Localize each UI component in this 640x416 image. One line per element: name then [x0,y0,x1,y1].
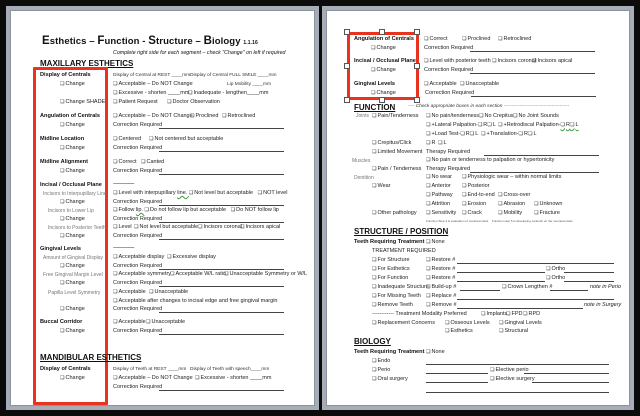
correction-field[interactable] [159,269,284,270]
section-label: Teeth Requiring Treatment [354,349,425,355]
checkbox[interactable]: ❏ End-to-end [462,192,495,198]
elective-perio-field[interactable] [524,373,609,374]
checkbox[interactable]: ❏ Unacceptable [149,289,188,295]
checkbox-row[interactable] [481,131,537,137]
checkbox-r[interactable]: ❏ R [561,122,570,128]
checkbox[interactable]: ❏ Gingival Levels [499,320,542,326]
remove-field[interactable] [457,308,583,309]
checkbox[interactable]: ❏ Acceptable after changes to incisal edge and free gingival margin [113,298,277,304]
checkbox[interactable]: ❏ Unacceptable [460,81,499,87]
resize-handle[interactable] [344,29,350,35]
spellcheck-word: lip. [135,207,145,213]
checkbox[interactable]: ❏ Level with posterior teeth [424,58,491,64]
spellcheck-word: line. [177,190,189,196]
correction-label: Correction Required [113,280,163,286]
checkbox[interactable]: ❏ Do not follow lip but acceptable [144,207,226,213]
correction-label: Correction Required [425,90,475,96]
checkbox-row[interactable] [426,122,496,128]
restore-field[interactable] [457,263,614,264]
correction-label: Correction Required [113,199,163,205]
field-text: Display of Central at REST ____mm [113,73,191,78]
checkbox-l[interactable]: ❏ L [528,131,537,137]
checkbox-r[interactable]: ❏ R [478,122,487,128]
checkbox[interactable]: ❏ Replace # [426,293,456,299]
change-shade-checkbox[interactable]: ❏ Change SHADE [60,99,105,105]
correction-label: Correction Required [113,263,163,269]
correction-field[interactable] [159,151,284,152]
checkbox[interactable]: ❏ Esthetics [445,328,473,334]
checkbox-l[interactable]: ❏ L [570,122,579,128]
correction-label: Correction Required [113,233,163,239]
correction-field[interactable] [159,222,284,223]
checkbox[interactable]: ❏ Excessive - shorten ____mm [113,90,189,96]
correction-field[interactable] [159,286,284,287]
function-heading: FUNCTION [354,103,396,112]
change-checkbox[interactable]: ❏ Change [60,145,85,151]
checkbox[interactable]: ❏ Replacement Concerns [372,320,435,326]
checkbox[interactable]: ❏ NOT level [258,190,288,196]
correction-field[interactable] [159,390,284,391]
checkbox[interactable]: ❏ Elective perio [490,367,529,373]
checkbox[interactable]: ❏ Excessive display [167,254,216,260]
buildup-field[interactable] [460,290,500,291]
footnote: Function Step 4 is evaluation of mounted casts [426,219,489,223]
checkbox[interactable]: ❏ Centered [113,136,141,142]
resize-handle[interactable] [414,97,420,103]
change-checkbox[interactable]: ❏ Change [60,199,85,205]
restore-field[interactable] [457,272,545,273]
checkbox[interactable]: ❏ For Esthetics [372,266,410,272]
change-checkbox[interactable]: ❏ Change [60,122,85,128]
checkbox[interactable]: ❏ Crepitus/Click [372,140,411,146]
change-checkbox[interactable]: ❏ Change [60,168,85,174]
document-title: Esthetics – Function - Structure – Biology 1.1.16 [42,35,258,47]
change-checkbox[interactable]: ❏ Change [371,45,396,51]
correction-label: Correction Required [424,67,474,73]
checkbox[interactable]: ❏ Not centered but acceptable [149,136,223,142]
checkbox[interactable]: ❏ Acceptable – Do NOT Change [113,81,193,87]
correction-label: Correction Required [113,216,163,222]
checkbox[interactable]: ❏ Doctor Observation [167,99,220,105]
change-checkbox[interactable]: ❏ Change [60,81,85,87]
sub-label: Incisors to Interpupillary Line [43,191,107,197]
checkbox[interactable]: ❏ For Function [372,275,408,281]
correction-field[interactable] [471,96,596,97]
correction-field[interactable] [159,239,284,240]
checkbox-row[interactable] [113,207,279,213]
notes-field[interactable] [426,392,609,393]
checkbox[interactable]: ❏ Incisors coronal [198,224,242,230]
sub-label: Joints [356,113,370,119]
treatment-required-label: TREATMENT REQUIRED [372,248,436,254]
checkbox[interactable]: ❏ Acceptable [424,81,457,87]
checkbox[interactable]: ❏ Restore # [426,257,455,263]
section-label: Gingival Levels [40,246,82,252]
note-text: note in Surgery [584,302,622,308]
checkbox[interactable]: ❏ Unacceptable [146,319,185,325]
checkbox[interactable]: ❏ Wear [372,183,391,189]
therapy-field[interactable] [484,155,599,156]
change-checkbox[interactable]: ❏ Change [60,306,85,312]
checkbox[interactable]: ❏ Posterior [462,183,490,189]
resize-handle[interactable] [414,29,420,35]
perio-field[interactable] [426,373,488,374]
divider: ------------------ [113,245,134,251]
checkbox[interactable]: ❏ Structural [499,328,528,334]
therapy-field[interactable] [470,172,599,173]
section-label: Angulation of Centrals [40,113,100,119]
checkbox[interactable]: ❏ None [426,239,445,245]
checkbox[interactable]: ❏ Cross-over [498,192,530,198]
structure-heading: STRUCTURE / POSITION [354,227,449,236]
checkbox[interactable]: ❏ Correct [113,159,137,165]
section-label: Buccal Corridor [40,319,83,325]
field-text: Display of Teeth at REST ____mm [113,367,187,372]
checkbox[interactable]: ❏ Acceptable W/L ratio [170,271,226,277]
checkbox[interactable]: ❏ Build-up # [426,284,456,290]
checkbox[interactable]: ❏ +Lateral Palpation- [426,122,478,128]
checkbox[interactable]: ❏ Pain/Tenderness [372,113,418,119]
field-text: Lip Mobility ____mm [227,82,271,87]
checkbox[interactable]: ❏ Correct [424,36,448,42]
correction-field[interactable] [159,174,284,175]
section-label: Gingival Levels [354,81,396,87]
therapy-label: Therapy Required [426,149,471,155]
checkbox[interactable]: ❏ No pain/tenderness [426,113,479,119]
checkbox[interactable]: ❏ Canted [141,159,164,165]
sub-label: Free Gingival Margin Level [43,272,103,278]
checkbox[interactable]: ❏ RPD [523,311,540,317]
checkbox[interactable]: ❏ Acceptable [113,319,146,325]
change-checkbox[interactable]: ❏ Change [371,67,396,73]
checkbox[interactable]: ❏ Level [113,224,132,230]
note-text: note in Perio [590,284,621,290]
checkbox[interactable]: ❏ Acceptable symmetry [113,271,171,277]
divider: ------------------ [113,181,134,187]
resize-handle[interactable] [344,97,350,103]
oral-surgery-field[interactable] [426,382,488,383]
change-checkbox[interactable]: ❏ Change [60,263,85,269]
checkbox[interactable]: ❏ Acceptable display [113,254,164,260]
ortho-field[interactable] [564,272,614,273]
checkbox[interactable]: ❏ Not level but acceptable [134,224,198,230]
checkbox[interactable]: ❏ Do NOT follow lip [231,207,279,213]
checkbox[interactable]: ❏ Not level but acceptable [189,190,253,196]
checkbox[interactable]: ❏ No Joint Sounds [513,113,559,119]
sub-label: Papilla Level Symmetry [48,290,101,296]
modality-label: ------------ Treatment Modality Preferred [372,311,467,317]
checkbox[interactable]: ❏ No pain or tenderness to palpation or hypertonicity [426,157,554,163]
subtitle: Complete right side for each segment – check "Change" on left if required [113,50,286,56]
checkbox-l[interactable]: ❏ L [487,122,496,128]
field-text: Display of Central FULL SMILE ____mm [190,73,277,78]
section-label: Incisal / Occlusal Plane [40,182,102,188]
checkbox-r[interactable]: ❏ R [460,131,469,137]
correction-label: Correction Required [113,145,163,151]
checkbox[interactable]: ❏ Abrasion [498,201,525,207]
checkbox[interactable]: ❏ Limited Movement [372,149,422,155]
checkbox[interactable]: ❏ Endo [372,358,390,364]
checkbox[interactable]: ❏ Mobility [498,210,522,216]
checkbox[interactable]: ❏ Remove # [426,302,457,308]
checkbox[interactable]: ❏ Ortho [546,275,565,281]
change-checkbox[interactable]: ❏ Change [60,216,85,222]
checkbox[interactable]: ❏ Implants [481,311,507,317]
checkbox[interactable]: ❏ Incisors apical [532,58,572,64]
change-checkbox[interactable]: ❏ Change [60,280,85,286]
checkbox[interactable]: ❏ Crown Lengthen # [502,284,552,290]
sub-label: Incisors to Posterior Teeth [48,225,106,231]
checkbox[interactable]: ❏ Attrition [426,201,450,207]
checkbox[interactable]: ❏ Elective surgery [490,376,535,382]
change-checkbox[interactable]: ❏ Change [60,328,85,334]
version-label: 1.1.16 [243,40,258,46]
checkbox[interactable]: ❏ Acceptable – Do NOT Change [113,375,193,381]
checkbox[interactable]: ❏ +Translation- [481,131,519,137]
checkbox[interactable]: ❏ Acceptable – Do NOT Change [113,113,193,119]
checkbox[interactable]: ❏ For Missing Teeth [372,293,421,299]
checkbox-r[interactable]: ❏ R [426,140,435,146]
correction-field[interactable] [159,128,284,129]
checkbox[interactable]: ❏ Retroclined [222,113,255,119]
checkbox[interactable]: ❏ Physiologic wear – within normal limits [462,174,561,180]
biology-heading: BIOLOGY [354,337,391,346]
checkbox[interactable]: ❏ Restore # [426,275,455,281]
sub-label: Amount of Gingival Display [43,255,104,261]
correction-label: Correction Required [113,306,163,312]
section-label: Angulation of Centrals [354,36,414,42]
replace-field[interactable] [457,299,614,300]
checkbox[interactable]: ❏ Restore # [426,266,455,272]
correction-field[interactable] [470,51,595,52]
checkbox[interactable]: ❏ Follow [113,207,136,213]
section-label: Display of Centrals [40,366,91,372]
checkbox[interactable]: ❏ Pathway [426,192,453,198]
correction-field[interactable] [159,334,284,335]
checkbox[interactable]: ❏ Excessive - shorten ____mm [195,375,271,381]
correction-label: Correction Required [113,168,163,174]
correction-field[interactable] [470,73,595,74]
checkbox[interactable]: ❏ Oral surgery [372,376,408,382]
checkbox-row[interactable] [113,190,287,196]
checkbox[interactable]: ❏ Proclined [462,36,490,42]
checkbox[interactable]: ❏ For Structure [372,257,410,263]
checkbox[interactable]: ❏ Ortho [546,266,565,272]
checkbox[interactable]: ❏ Crack [462,210,482,216]
checkbox[interactable]: ❏ Sensitivity [426,210,456,216]
checkbox[interactable]: ❏ No wear [426,174,452,180]
checkbox[interactable]: ❏ +Load Test- [426,131,460,137]
section-label: Midline Location [40,136,85,142]
document-page-left [6,6,319,410]
correction-label: Correction Required [113,384,163,390]
therapy-label: Therapy Required [426,166,471,172]
maxillary-heading: MAXILLARY ESTHETICS [40,59,134,68]
checkbox-row[interactable] [426,131,478,137]
checkbox-r[interactable]: ❏ R [519,131,528,137]
correction-field[interactable] [159,312,284,313]
sub-label: Incisors to Lower Lip [48,208,94,214]
checkbox[interactable]: ❏ Perio [372,367,390,373]
section-label: Midline Alignment [40,159,88,165]
sub-label: Muscles [352,158,371,164]
checkbox[interactable]: ❏ Other pathology [372,210,417,216]
document-page-right [322,6,634,410]
ortho-field[interactable] [564,281,614,282]
resize-handle[interactable] [344,63,350,69]
field-text: Display of Teeth with speech____mm [190,367,270,372]
checkbox[interactable]: ❏ Retroclined [498,36,531,42]
footnote: Function step 5 is developing centrelin on the mounted casts [492,219,573,223]
checkbox-row[interactable] [498,122,579,128]
mandibular-heading: MANDIBULAR ESTHETICS [40,353,142,362]
resize-handle[interactable] [379,29,385,35]
change-checkbox[interactable]: ❏ Change [371,90,396,96]
checkbox[interactable]: ❏ Patient Request [113,99,158,105]
checkbox[interactable]: ❏ +Retrodiscal Palpation- [498,122,561,128]
checkbox[interactable]: ❏ Unknown [534,201,562,207]
checkbox-l[interactable]: ❏ L [438,140,447,146]
instruction-text: ---- Check appropriate boxes in each section ----------------------------------------- [408,104,570,109]
checkbox[interactable]: ❏ Remove Teeth [372,302,413,308]
checkbox[interactable]: ❏ Unacceptable Symmetry or W/L [224,271,307,277]
change-checkbox[interactable]: ❏ Change [60,233,85,239]
checkbox[interactable]: ❏ Erosion [462,201,486,207]
elective-surgery-field[interactable] [532,382,609,383]
restore-field[interactable] [457,281,545,282]
checkbox[interactable]: ❏ Osseous Levels [445,320,490,326]
checkbox[interactable]: ❏ Proclined [190,113,218,119]
checkbox[interactable]: ❏ No Crepitus [479,113,514,119]
checkbox[interactable]: ❏ Acceptable [113,289,146,295]
checkbox[interactable]: ❏ Pain / Tenderness [372,166,421,172]
checkbox[interactable]: ❏ None [426,349,445,355]
checkbox[interactable]: ❏ Anterior [426,183,451,189]
checkbox[interactable]: ❏ Inadequate - lengthen____mm [188,90,268,96]
section-label: Display of Centrals [40,72,91,78]
correction-label: Correction Required [113,122,163,128]
section-label: Teeth Requiring Treatment [354,239,425,245]
checkbox[interactable]: ❏ Incisors apical [240,224,280,230]
checkbox[interactable]: ❏ FPD [506,311,522,317]
checkbox[interactable]: ❏ Inadequate Structure [372,284,429,290]
change-checkbox[interactable]: ❏ Change [60,375,85,381]
correction-field[interactable] [159,205,284,206]
sub-label: Dentition [354,175,374,181]
correction-label: Correction Required [424,45,474,51]
section-label: Incisal / Occlusal Plane [354,58,416,64]
crown-field[interactable] [550,290,588,291]
checkbox[interactable]: ❏ Level with interpupillary [113,190,177,196]
checkbox[interactable]: ❏ Incisors coronal [492,58,536,64]
endo-field[interactable] [426,364,609,365]
checkbox[interactable]: ❏ Fracture [534,210,560,216]
checkbox-l[interactable]: ❏ L [470,131,479,137]
correction-label: Correction Required [113,328,163,334]
